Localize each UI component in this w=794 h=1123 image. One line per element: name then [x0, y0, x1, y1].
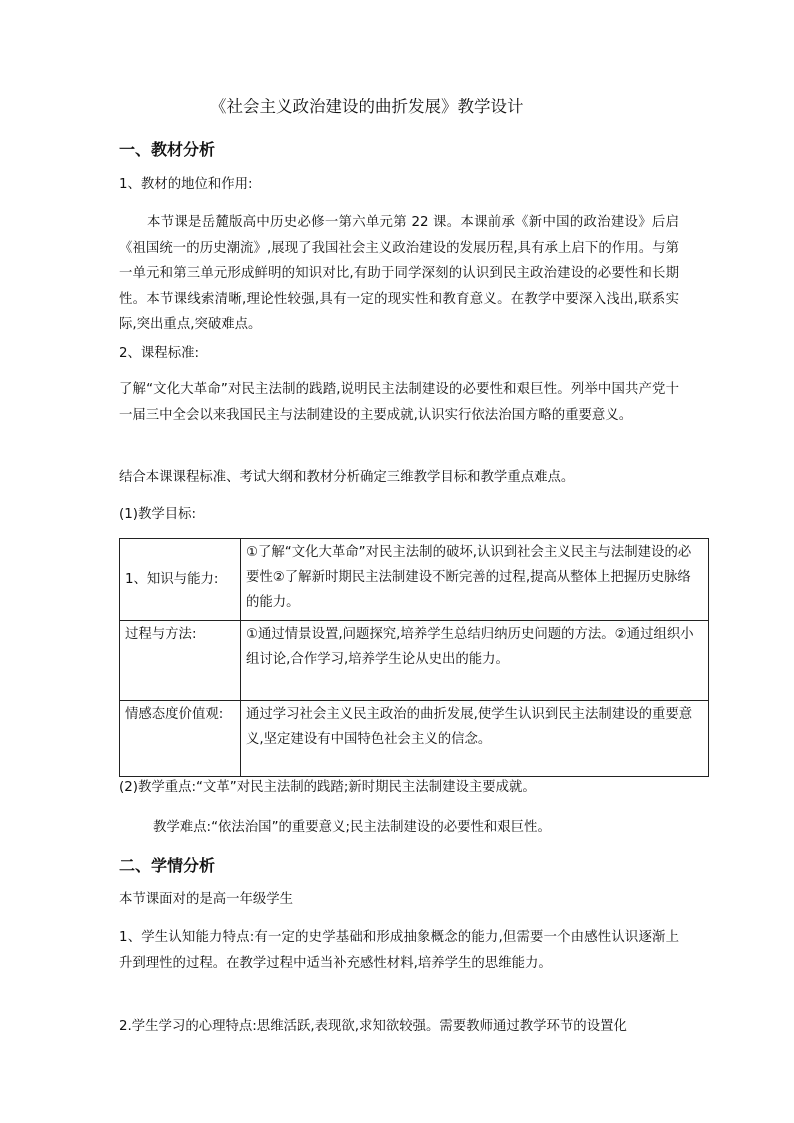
row-label: 情感态度价值观:	[120, 701, 241, 777]
table-row	[120, 701, 709, 777]
section-heading-learner-analysis: 二、学情分析	[119, 856, 216, 875]
row-label: 1、知识与能力:	[120, 539, 241, 621]
subheading-teaching-goals: (1)教学目标:	[119, 507, 197, 522]
row-content: 通过学习社会主义民主政治的曲折发展,使学生认识到民主法制建设的重要意义,坚定建设有中国特色社会主义的信念。	[241, 701, 709, 777]
key-points: (2)教学重点:“文革”对民主法制的践踏;新时期民主法制建设主要成就。	[119, 780, 536, 795]
difficulties: 教学难点:“依法治国”的重要意义;民主法制建设的必要性和艰巨性。	[153, 820, 551, 835]
table-row	[120, 621, 709, 701]
learner-point-2: 2.学生学习的心理特点:思维活跃,表现欲,求知欲较强。需要教师通过教学环节的设置化	[119, 1019, 627, 1034]
row-content: ①了解“文化大革命”对民主法制的破坏,认识到社会主义民主与法制建设的必要性②了解新时期民主法制建设不断完善的过程,提高从整体上把握历史脉络的能力。	[241, 539, 709, 621]
table-row	[120, 539, 709, 621]
subheading-position-role: 1、教材的地位和作用:	[119, 177, 253, 192]
subheading-curriculum-standard: 2、课程标准:	[119, 346, 199, 361]
teaching-goals-table	[119, 538, 709, 777]
section-heading-textbook-analysis: 一、教材分析	[119, 140, 216, 159]
row-label: 过程与方法:	[120, 621, 241, 701]
paragraph-summary: 结合本课课程标准、考试大纲和教材分析确定三维教学目标和教学重点难点。	[119, 470, 575, 485]
paragraph-curriculum-standard: 了解“文化大革命”对民主法制的践踏,说明民主法制建设的必要性和艰巨性。列举中国共产党十一届三中全会以来我国民主与法制建设的主要成就,认识实行依法治国方略的重要意义。	[119, 382, 679, 423]
learner-intro: 本节课面对的是高一年级学生	[119, 892, 294, 907]
page-title: 《社会主义政治建设的曲折发展》教学设计	[210, 97, 524, 116]
learner-point-1: 1、学生认知能力特点:有一定的史学基础和形成抽象概念的能力,但需要一个由感性认识逐渐上升到理性的过程。在教学过程中适当补充感性材料,培养学生的思维能力。	[119, 930, 679, 971]
row-content: ①通过情景设置,问题探究,培养学生总结归纳历史问题的方法。②通过组织小组讨论,合作学习,培养学生论从史出的能力。	[241, 621, 709, 701]
paragraph-position-role: 本节课是岳麓版高中历史必修一第六单元第 22 课。本课前承《新中国的政治建设》后启《祖国统一的历史潮流》,展现了我国社会主义政治建设的发展历程,具有承上启下的作用。与第一单元和第三单元形成鲜明的知识对比,有助于同学深刻的认识到民主政治建设的必要性和长期性。本节课线索清晰,理论性较强,具有一定的现实性和教育意义。在教学中要深入浅出,联系实际,突出重点,突破难点。	[119, 215, 679, 332]
